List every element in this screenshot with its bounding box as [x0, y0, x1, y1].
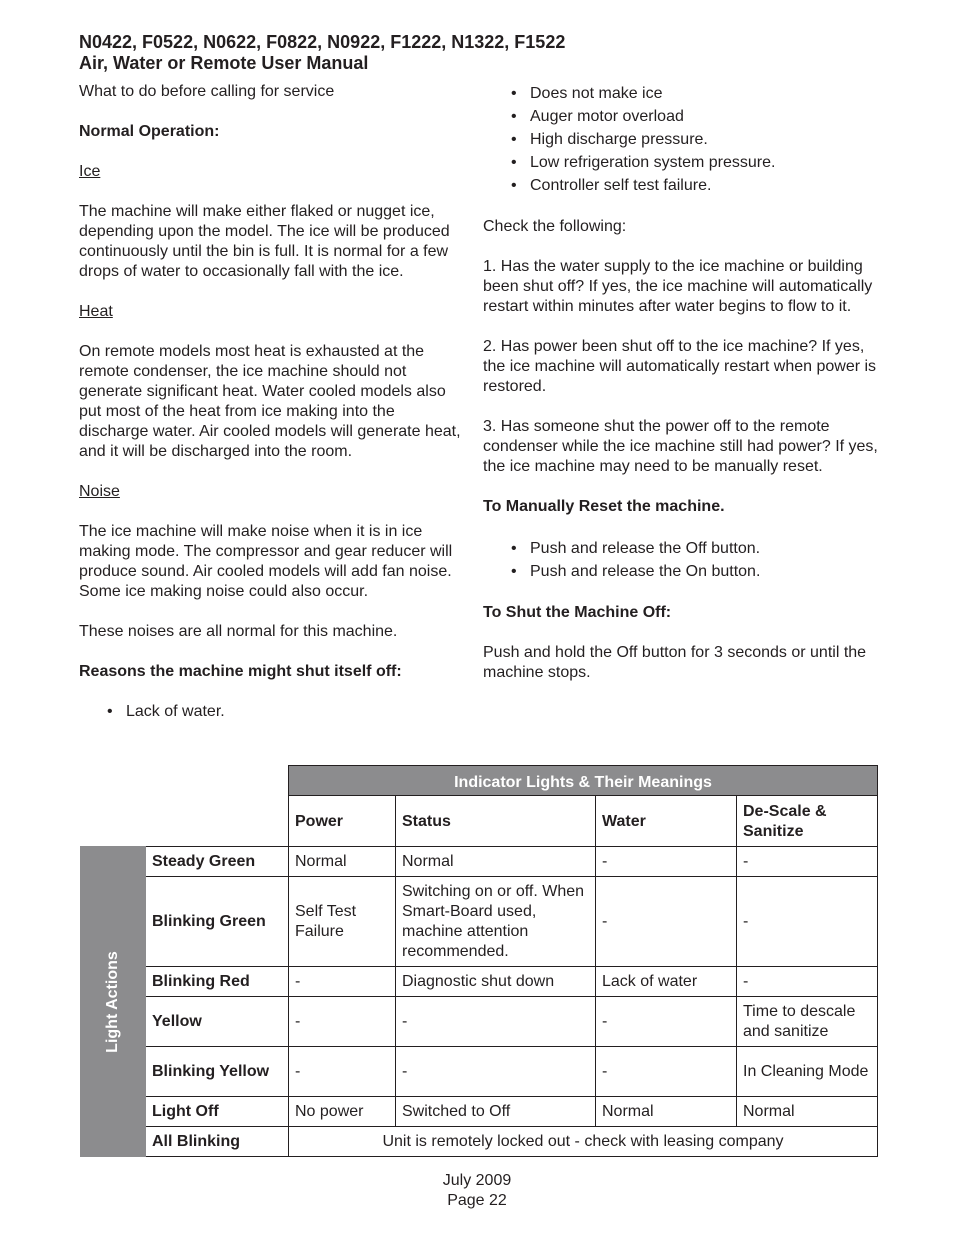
cell-power: Self Test Failure: [289, 877, 396, 967]
row-header: Light Off: [146, 1097, 289, 1127]
noise-text: The ice machine will make noise when it is in ice making mode. The compressor and gear reducer will produce sound. Air cooled models will add fan noise. Some ice making noise could also occur.: [79, 523, 453, 600]
table-row: [81, 877, 878, 967]
heat-text: On remote models most heat is exhausted at the remote condenser, the ice machine should not generate significant heat. Water cooled models also put most of the heat from ice making into the discharge water. Air cooled models will generate heat, and it will be discharged into the room.: [79, 343, 461, 460]
row-header: All Blinking: [146, 1127, 289, 1157]
model-list: N0422, F0522, N0622, F0822, N0922, F1222, N1322, F1522: [79, 32, 566, 52]
cell-water: -: [596, 997, 737, 1047]
cell-power: -: [289, 967, 396, 997]
cell-water: Lack of water: [596, 967, 737, 997]
reasons-list-continued: [483, 82, 883, 197]
noise-heading: Noise: [79, 483, 120, 500]
cell-power: No power: [289, 1097, 396, 1127]
document-header: [79, 32, 879, 74]
cell-all-blinking-meaning: Unit is remotely locked out - check with leasing company: [289, 1127, 878, 1157]
cell-descale: -: [737, 967, 878, 997]
heat-heading: Heat: [79, 303, 113, 320]
list-item: • High discharge pressure.: [511, 128, 883, 151]
cell-status: Diagnostic shut down: [396, 967, 596, 997]
footer-date: July 2009: [442, 1172, 512, 1189]
reasons-list-start: [79, 700, 465, 723]
row-header: Blinking Yellow: [146, 1047, 289, 1097]
row-header: Steady Green: [146, 847, 289, 877]
list-item: • Auger motor overload: [511, 105, 883, 128]
table-row: [81, 847, 878, 877]
table-row: [81, 1097, 878, 1127]
list-item: • Lack of water.: [107, 700, 465, 723]
page-footer: [0, 1171, 954, 1211]
cell-status: Switched to Off: [396, 1097, 596, 1127]
reasons-heading: Reasons the machine might shut itself off:: [79, 663, 402, 680]
cell-descale: Normal: [737, 1097, 878, 1127]
row-header: Blinking Red: [146, 967, 289, 997]
cell-water: -: [596, 1047, 737, 1097]
column-header-descale: De-Scale & Sanitize: [737, 796, 878, 847]
left-column: [79, 82, 465, 743]
cell-power: -: [289, 997, 396, 1047]
column-header-power: Power: [289, 796, 396, 847]
cell-status: Switching on or off. When Smart-Board used, machine attention recommended.: [396, 877, 596, 967]
row-header: Blinking Green: [146, 877, 289, 967]
column-header-status: Status: [396, 796, 596, 847]
column-header-water: Water: [596, 796, 737, 847]
table-row: [81, 967, 878, 997]
cell-status: -: [396, 1047, 596, 1097]
list-item: • Push and release the Off button.: [511, 537, 883, 560]
cell-status: -: [396, 997, 596, 1047]
row-header: Yellow: [146, 997, 289, 1047]
reset-heading: To Manually Reset the machine.: [483, 498, 725, 515]
manual-title: Air, Water or Remote User Manual: [79, 53, 369, 73]
cell-descale: In Cleaning Mode: [737, 1047, 878, 1097]
table-corner-blank: [81, 766, 289, 796]
right-column: [483, 82, 883, 703]
check-item-2: 2. Has power been shut off to the ice machine? If yes, the ice machine will automatically restart when power is restored.: [483, 338, 877, 395]
list-item: • Does not make ice: [511, 82, 883, 105]
page-number: Page 22: [447, 1192, 507, 1209]
shutoff-heading: To Shut the Machine Off:: [483, 604, 672, 621]
table-corner-blank: [81, 796, 289, 847]
indicator-lights-table: [80, 765, 878, 1157]
cell-water: -: [596, 877, 737, 967]
normal-operation-heading: Normal Operation:: [79, 123, 220, 140]
table-row: [81, 1047, 878, 1097]
check-intro: Check the following:: [483, 218, 627, 235]
check-item-3: 3. Has someone shut the power off to the remote condenser while the ice machine still had power? If yes, the ice machine may need to be manually reset.: [483, 418, 878, 475]
ice-text: The machine will make either flaked or nugget ice, depending upon the model. The ice will be produced continuously until the bin is full. It is normal for a few drops of water to occasionally fall with the ice.: [79, 203, 450, 280]
cell-water: -: [596, 847, 737, 877]
cell-status: Normal: [396, 847, 596, 877]
list-item: • Controller self test failure.: [511, 174, 883, 197]
list-item: • Low refrigeration system pressure.: [511, 151, 883, 174]
reset-steps-list: [483, 537, 883, 583]
light-actions-side-label: [81, 847, 146, 1157]
cell-descale: -: [737, 877, 878, 967]
list-item: • Push and release the On button.: [511, 560, 883, 583]
check-item-1: 1. Has the water supply to the ice machine or building been shut off? If yes, the ice machine will automatically restart within minutes after water begins to flow to it.: [483, 258, 873, 315]
cell-descale: -: [737, 847, 878, 877]
table-row: [81, 997, 878, 1047]
cell-power: Normal: [289, 847, 396, 877]
cell-power: -: [289, 1047, 396, 1097]
shutoff-text: Push and hold the Off button for 3 seconds or until the machine stops.: [483, 644, 867, 681]
intro-text: What to do before calling for service: [79, 83, 335, 100]
cell-descale: Time to descale and sanitize: [737, 997, 878, 1047]
table-row: [81, 1127, 878, 1157]
side-label-text: Light Actions: [104, 950, 121, 1053]
noise-normal-text: These noises are all normal for this machine.: [79, 623, 398, 640]
ice-heading: Ice: [79, 163, 101, 180]
cell-water: Normal: [596, 1097, 737, 1127]
table-title: Indicator Lights & Their Meanings: [289, 766, 878, 796]
